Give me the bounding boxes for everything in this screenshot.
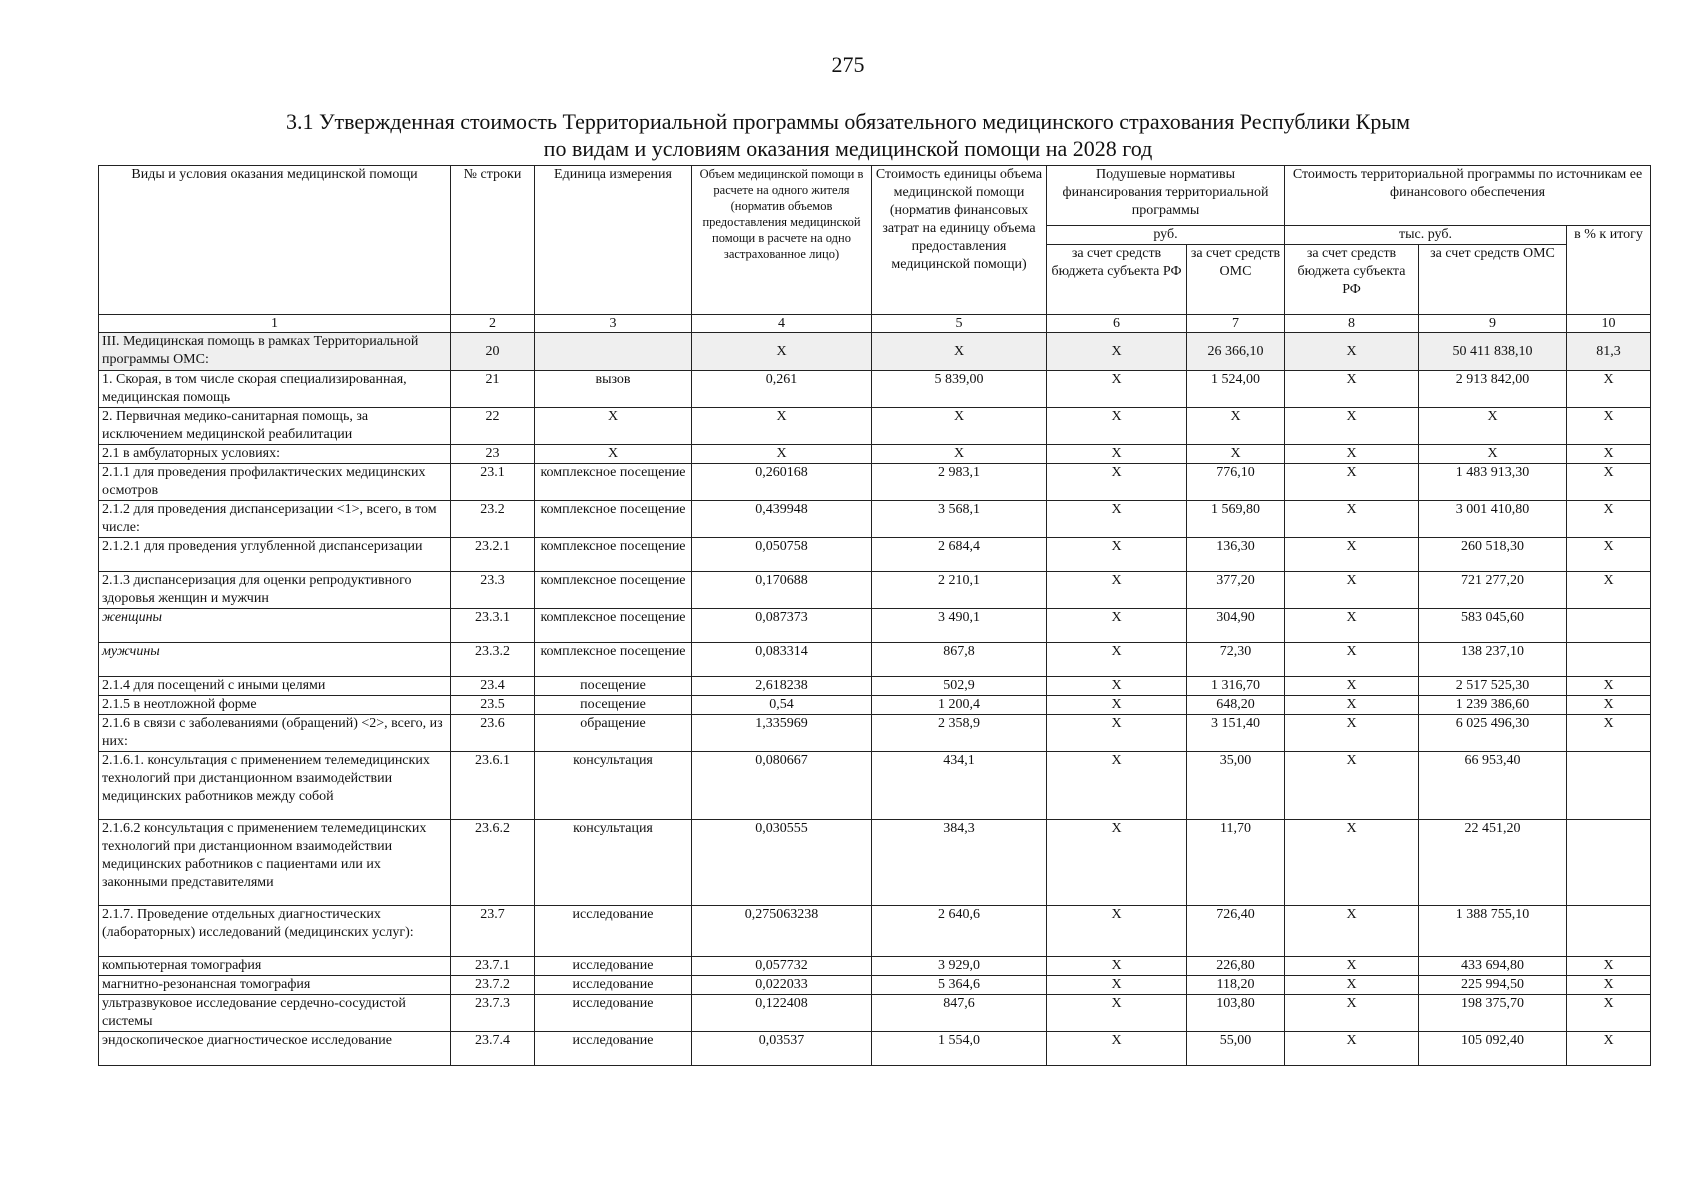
header-unit-cost: Стоимость единицы объема медицинской помощи (норматив финансовых затрат на единицу объема предоставления медицинской помощи) [872,166,1047,315]
cell-pct: X [1567,445,1651,464]
header-unit: Единица измерения [535,166,692,315]
table-row [99,643,1651,677]
table-row [99,445,1651,464]
cell-pct: X [1567,408,1651,445]
cell-unit: вызов [535,371,692,408]
cell-toms: 2 913 842,00 [1419,371,1567,408]
cell-tb_rf: X [1285,371,1419,408]
cell-toms: 1 388 755,10 [1419,906,1567,957]
header-tys-rub: тыс. руб. [1285,226,1567,245]
cell-pct: X [1567,538,1651,572]
cell-cost: 2 640,6 [872,906,1047,957]
table-row [99,696,1651,715]
cell-b_rf: X [1047,1032,1187,1066]
column-number: 9 [1419,315,1567,333]
cell-no: 23.3.2 [451,643,535,677]
cell-cost: 2 684,4 [872,538,1047,572]
cell-b_rf: X [1047,995,1187,1032]
cell-name: эндоскопическое диагностическое исследование [99,1032,451,1066]
cell-oms: 226,80 [1187,957,1285,976]
cell-name: женщины [99,609,451,643]
cell-b_rf: X [1047,445,1187,464]
cell-cost: 384,3 [872,820,1047,906]
cell-b_rf: X [1047,572,1187,609]
cell-tb_rf: X [1285,715,1419,752]
cell-tb_rf: X [1285,538,1419,572]
cell-cost: X [872,333,1047,371]
cell-cost: 502,9 [872,677,1047,696]
table-row [99,371,1651,408]
cell-cost: 5 364,6 [872,976,1047,995]
cell-pct: X [1567,957,1651,976]
cell-toms: X [1419,445,1567,464]
cell-tb_rf: X [1285,445,1419,464]
cell-pct [1567,820,1651,906]
cell-no: 23.7.2 [451,976,535,995]
cell-cost: 2 210,1 [872,572,1047,609]
cell-unit: комплексное посещение [535,609,692,643]
cell-no: 22 [451,408,535,445]
cell-toms: 260 518,30 [1419,538,1567,572]
cell-cost: 5 839,00 [872,371,1047,408]
cell-tb_rf: X [1285,464,1419,501]
cell-name: III. Медицинская помощь в рамках Территориальной программы ОМС: [99,333,451,371]
cell-name: 1. Скорая, в том числе скорая специализированная, медицинская помощь [99,371,451,408]
cell-tb_rf: X [1285,976,1419,995]
cell-unit: комплексное посещение [535,501,692,538]
cell-name: 2.1.6.2 консультация с применением телемедицинских технологий при дистанционном взаимодействии медицинских работников с пациентами или их законными представителями [99,820,451,906]
cell-toms: 2 517 525,30 [1419,677,1567,696]
table-row [99,333,1651,371]
cell-b_rf: X [1047,696,1187,715]
cell-b_rf: X [1047,752,1187,820]
header-program-cost: Стоимость территориальной программы по источникам ее финансового обеспечения [1285,166,1651,226]
cell-no: 23.6.1 [451,752,535,820]
cell-no: 23 [451,445,535,464]
cell-b_rf: X [1047,957,1187,976]
cell-unit: исследование [535,976,692,995]
cell-pct: 81,3 [1567,333,1651,371]
cell-vol: 0,057732 [692,957,872,976]
cell-b_rf: X [1047,677,1187,696]
cell-name: 2.1.6.1. консультация с применением телемедицинских технологий при дистанционном взаимодействии медицинских работников между собой [99,752,451,820]
cell-cost: 1 200,4 [872,696,1047,715]
cell-toms: 198 375,70 [1419,995,1567,1032]
cell-oms: X [1187,408,1285,445]
cell-name: 2. Первичная медико-санитарная помощь, за исключением медицинской реабилитации [99,408,451,445]
cell-name: 2.1.6 в связи с заболеваниями (обращений) <2>, всего, из них: [99,715,451,752]
table-row [99,906,1651,957]
cell-vol: X [692,445,872,464]
cell-vol: 1,335969 [692,715,872,752]
cell-no: 23.1 [451,464,535,501]
cell-tb_rf: X [1285,995,1419,1032]
table-row [99,957,1651,976]
cell-unit: X [535,408,692,445]
cell-tb_rf: X [1285,643,1419,677]
cell-tb_rf: X [1285,820,1419,906]
table-row [99,464,1651,501]
cell-oms: 648,20 [1187,696,1285,715]
header-per-capita: Подушевые нормативы финансирования территориальной программы [1047,166,1285,226]
cell-toms: 50 411 838,10 [1419,333,1567,371]
cell-cost: X [872,408,1047,445]
cell-vol: 0,275063238 [692,906,872,957]
cell-toms: X [1419,408,1567,445]
header-percent: в % к итогу [1567,226,1651,315]
cell-no: 23.7 [451,906,535,957]
cell-no: 23.7.3 [451,995,535,1032]
cell-pct [1567,643,1651,677]
table-row [99,609,1651,643]
cell-tb_rf: X [1285,572,1419,609]
cell-oms: 72,30 [1187,643,1285,677]
cell-pct: X [1567,501,1651,538]
table-row [99,538,1651,572]
cell-toms: 138 237,10 [1419,643,1567,677]
cell-b_rf: X [1047,464,1187,501]
table-row [99,677,1651,696]
column-number: 7 [1187,315,1285,333]
cell-name: компьютерная томография [99,957,451,976]
cell-vol: 0,261 [692,371,872,408]
header-total-budget-rf: за счет средств бюджета субъекта РФ [1285,245,1419,315]
cell-unit [535,333,692,371]
cell-name: 2.1.7. Проведение отдельных диагностических (лабораторных) исследований (медицинских услуг): [99,906,451,957]
column-number: 4 [692,315,872,333]
cell-unit: X [535,445,692,464]
header-rub: руб. [1047,226,1285,245]
cell-b_rf: X [1047,715,1187,752]
cell-cost: 1 554,0 [872,1032,1047,1066]
cell-oms: 103,80 [1187,995,1285,1032]
cell-cost: 847,6 [872,995,1047,1032]
cell-name: 2.1.2 для проведения диспансеризации <1>, всего, в том числе: [99,501,451,538]
cell-oms: 1 569,80 [1187,501,1285,538]
cell-b_rf: X [1047,976,1187,995]
page-number: 275 [831,52,865,77]
cell-no: 23.6 [451,715,535,752]
cell-vol: 0,170688 [692,572,872,609]
cell-vol: 0,03537 [692,1032,872,1066]
cell-vol: 0,083314 [692,643,872,677]
cell-no: 23.4 [451,677,535,696]
cell-cost: 867,8 [872,643,1047,677]
column-numbers-row [99,315,1651,333]
cell-cost: 3 490,1 [872,609,1047,643]
cell-vol: 0,439948 [692,501,872,538]
cell-oms: 11,70 [1187,820,1285,906]
table-row [99,1032,1651,1066]
header-row-no: № строки [451,166,535,315]
title-line-1: 3.1 Утвержденная стоимость Территориальной программы обязательного медицинского страхования Республики Крым [285,109,1411,134]
cell-tb_rf: X [1285,696,1419,715]
cell-no: 23.7.4 [451,1032,535,1066]
column-number: 8 [1285,315,1419,333]
title-line-2: по видам и условиям оказания медицинской помощи на 2028 год [543,136,1153,161]
cell-tb_rf: X [1285,609,1419,643]
cell-unit: исследование [535,906,692,957]
cell-pct [1567,906,1651,957]
cell-unit: обращение [535,715,692,752]
cell-tb_rf: X [1285,906,1419,957]
cell-vol: 0,080667 [692,752,872,820]
cell-toms: 721 277,20 [1419,572,1567,609]
cell-vol: 0,022033 [692,976,872,995]
cell-unit: консультация [535,820,692,906]
cell-cost: 2 358,9 [872,715,1047,752]
cell-name: 2.1.3 диспансеризация для оценки репродуктивного здоровья женщин и мужчин [99,572,451,609]
column-number: 5 [872,315,1047,333]
cell-name: 2.1.5 в неотложной форме [99,696,451,715]
cell-tb_rf: X [1285,501,1419,538]
cell-name: 2.1 в амбулаторных условиях: [99,445,451,464]
cell-unit: посещение [535,696,692,715]
column-number: 1 [99,315,451,333]
cell-no: 20 [451,333,535,371]
cell-unit: комплексное посещение [535,538,692,572]
cell-name: магнитно-резонансная томография [99,976,451,995]
table-row [99,572,1651,609]
header-oms: за счет средств ОМС [1187,245,1285,315]
cell-name: 2.1.1 для проведения профилактических медицинских осмотров [99,464,451,501]
header-total-oms: за счет средств ОМС [1419,245,1567,315]
cell-cost: 3 568,1 [872,501,1047,538]
cell-unit: комплексное посещение [535,464,692,501]
cell-oms: 726,40 [1187,906,1285,957]
cell-vol: 0,087373 [692,609,872,643]
cell-unit: исследование [535,995,692,1032]
cell-pct: X [1567,464,1651,501]
cost-table [98,165,1651,1066]
table-row [99,820,1651,906]
cell-oms: 1 524,00 [1187,371,1285,408]
cell-no: 23.2.1 [451,538,535,572]
cell-oms: 118,20 [1187,976,1285,995]
cell-b_rf: X [1047,538,1187,572]
cell-cost: X [872,445,1047,464]
cell-b_rf: X [1047,408,1187,445]
cell-b_rf: X [1047,609,1187,643]
cell-pct [1567,609,1651,643]
cell-oms: 136,30 [1187,538,1285,572]
cell-toms: 105 092,40 [1419,1032,1567,1066]
cell-tb_rf: X [1285,1032,1419,1066]
cell-oms: X [1187,445,1285,464]
cell-pct: X [1567,976,1651,995]
cell-no: 23.3 [451,572,535,609]
cell-unit: исследование [535,957,692,976]
cell-no: 23.7.1 [451,957,535,976]
cell-no: 23.6.2 [451,820,535,906]
cell-vol: 0,050758 [692,538,872,572]
cell-b_rf: X [1047,820,1187,906]
cell-oms: 776,10 [1187,464,1285,501]
cell-pct: X [1567,696,1651,715]
cell-oms: 26 366,10 [1187,333,1285,371]
header-budget-rf: за счет средств бюджета субъекта РФ [1047,245,1187,315]
cell-name: 2.1.4 для посещений с иными целями [99,677,451,696]
cell-oms: 55,00 [1187,1032,1285,1066]
cell-name: ультразвуковое исследование сердечно-сосудистой системы [99,995,451,1032]
column-number: 10 [1567,315,1651,333]
cell-tb_rf: X [1285,677,1419,696]
table-row [99,501,1651,538]
cell-b_rf: X [1047,501,1187,538]
cell-unit: комплексное посещение [535,572,692,609]
cell-toms: 3 001 410,80 [1419,501,1567,538]
cell-vol: 2,618238 [692,677,872,696]
cell-unit: исследование [535,1032,692,1066]
cell-vol: 0,030555 [692,820,872,906]
cell-tb_rf: X [1285,957,1419,976]
cell-unit: консультация [535,752,692,820]
cell-toms: 66 953,40 [1419,752,1567,820]
cell-no: 23.5 [451,696,535,715]
cell-toms: 583 045,60 [1419,609,1567,643]
cell-cost: 2 983,1 [872,464,1047,501]
cell-name: мужчины [99,643,451,677]
cell-no: 23.3.1 [451,609,535,643]
cell-tb_rf: X [1285,333,1419,371]
column-number: 2 [451,315,535,333]
cell-toms: 6 025 496,30 [1419,715,1567,752]
cell-no: 23.2 [451,501,535,538]
column-number: 3 [535,315,692,333]
cell-toms: 433 694,80 [1419,957,1567,976]
cell-vol: X [692,408,872,445]
table-row [99,752,1651,820]
cell-tb_rf: X [1285,408,1419,445]
header-volume: Объем медицинской помощи в расчете на одного жителя (норматив объемов предоставления медицинской помощи в расчете на одно застрахованное лицо) [692,166,872,315]
cell-toms: 1 483 913,30 [1419,464,1567,501]
cell-name: 2.1.2.1 для проведения углубленной диспансеризации [99,538,451,572]
cell-b_rf: X [1047,371,1187,408]
table-row [99,715,1651,752]
document-title [150,108,1546,162]
cell-toms: 225 994,50 [1419,976,1567,995]
cell-oms: 304,90 [1187,609,1285,643]
cell-pct: X [1567,995,1651,1032]
cell-toms: 22 451,20 [1419,820,1567,906]
cell-pct: X [1567,371,1651,408]
cell-oms: 3 151,40 [1187,715,1285,752]
table-row [99,976,1651,995]
column-number: 6 [1047,315,1187,333]
cell-cost: 434,1 [872,752,1047,820]
cell-vol: 0,260168 [692,464,872,501]
cell-unit: комплексное посещение [535,643,692,677]
header-kind: Виды и условия оказания медицинской помощи [99,166,451,315]
cell-b_rf: X [1047,333,1187,371]
table-row [99,995,1651,1032]
cell-vol: 0,122408 [692,995,872,1032]
cell-oms: 1 316,70 [1187,677,1285,696]
cell-vol: X [692,333,872,371]
cell-no: 21 [451,371,535,408]
cell-pct [1567,752,1651,820]
cell-toms: 1 239 386,60 [1419,696,1567,715]
cell-unit: посещение [535,677,692,696]
table-row [99,408,1651,445]
cell-pct: X [1567,572,1651,609]
cell-vol: 0,54 [692,696,872,715]
cell-b_rf: X [1047,906,1187,957]
cell-oms: 35,00 [1187,752,1285,820]
cell-b_rf: X [1047,643,1187,677]
cell-cost: 3 929,0 [872,957,1047,976]
cell-tb_rf: X [1285,752,1419,820]
cell-pct: X [1567,715,1651,752]
cell-oms: 377,20 [1187,572,1285,609]
cell-pct: X [1567,1032,1651,1066]
cell-pct: X [1567,677,1651,696]
